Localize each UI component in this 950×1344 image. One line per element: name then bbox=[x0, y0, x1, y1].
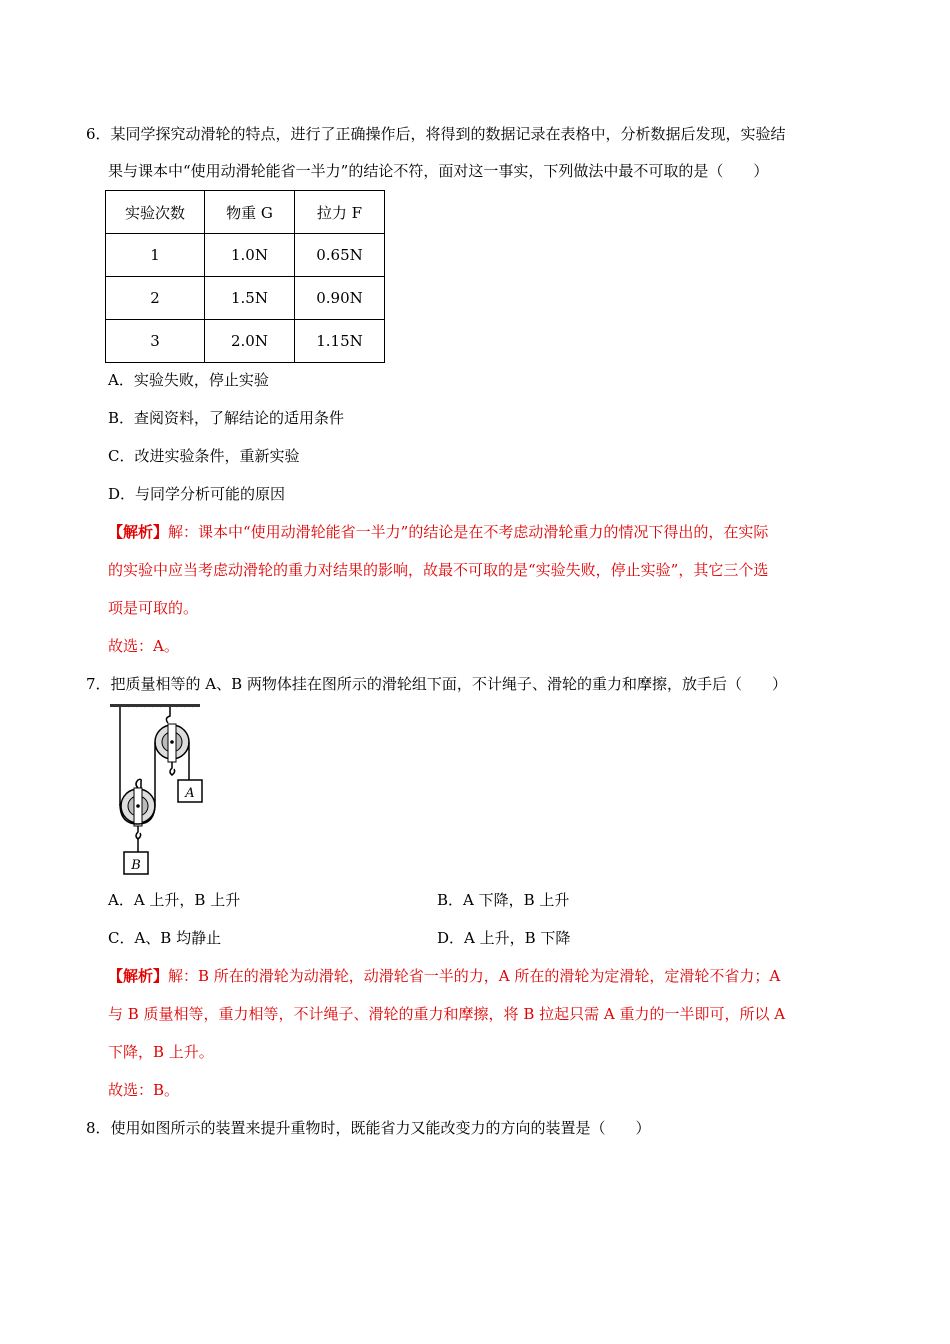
table-cell: 2 bbox=[106, 277, 205, 320]
analysis-text: 解：课本中“使用动滑轮能省一半力”的结论是在不考虑动滑轮重力的情况下得出的，在实际 bbox=[168, 523, 769, 541]
analysis-text: 解：B 所在的滑轮为动滑轮，动滑轮省一半的力，A 所在的滑轮为定滑轮，定滑轮不省力；A bbox=[168, 967, 781, 985]
block-b-label: B bbox=[131, 858, 141, 873]
q6-analysis-line3: 项是可取的。 bbox=[108, 599, 199, 617]
table-header-cell: 实验次数 bbox=[106, 191, 205, 234]
q6-data-table bbox=[105, 190, 385, 363]
q6-option-d: D．与同学分析可能的原因 bbox=[108, 485, 286, 503]
q6-stem-line2: 果与课本中“使用动滑轮能省一半力”的结论不符，面对这一事实，下列做法中最不可取的是（ ） bbox=[108, 162, 769, 180]
q7-option-d: D．A 上升，B 下降 bbox=[437, 929, 571, 947]
q6-answer: 故选：A。 bbox=[108, 637, 179, 655]
table-header-cell: 物重 G bbox=[205, 191, 295, 234]
q7-option-b: B．A 下降，B 上升 bbox=[437, 891, 570, 909]
table-cell: 1.15N bbox=[295, 320, 385, 363]
table-cell: 2.0N bbox=[205, 320, 295, 363]
table-row bbox=[106, 320, 385, 363]
table-row bbox=[106, 234, 385, 277]
table-header-cell: 拉力 F bbox=[295, 191, 385, 234]
q6-option-a: A．实验失败，停止实验 bbox=[108, 371, 269, 389]
table-header-row bbox=[106, 191, 385, 234]
table-cell: 0.90N bbox=[295, 277, 385, 320]
table-cell: 1 bbox=[106, 234, 205, 277]
table-row bbox=[106, 277, 385, 320]
q7-stem: 7．把质量相等的 A、B 两物体挂在图所示的滑轮组下面，不计绳子、滑轮的重力和摩擦，放手后（ ） bbox=[86, 675, 787, 693]
table-cell: 1.0N bbox=[205, 234, 295, 277]
q6-analysis-line2: 的实验中应当考虑动滑轮的重力对结果的影响，故最不可取的是“实验失败，停止实验”，其它三个选 bbox=[108, 561, 769, 579]
q8-stem: 8．使用如图所示的装置来提升重物时，既能省力又能改变力的方向的装置是（ ） bbox=[86, 1119, 651, 1137]
q7-analysis-line3: 下降，B 上升。 bbox=[108, 1043, 214, 1061]
q7-answer: 故选：B。 bbox=[108, 1081, 180, 1099]
q7-analysis-line2: 与 B 质量相等，重力相等，不计绳子、滑轮的重力和摩擦，将 B 拉起只需 A 重力的一半即可，所以 A bbox=[108, 1005, 786, 1023]
q6-stem-line1: 6．某同学探究动滑轮的特点，进行了正确操作后，将得到的数据记录在表格中，分析数据后发现，实验结 bbox=[86, 125, 786, 143]
q7-option-c: C．A、B 均静止 bbox=[108, 929, 222, 947]
table-cell: 0.65N bbox=[295, 234, 385, 277]
q7-option-a: A．A 上升，B 上升 bbox=[108, 891, 241, 909]
fixed-pulley-hook bbox=[166, 707, 170, 723]
block-a-label: A bbox=[185, 786, 195, 801]
q6-analysis-line1 bbox=[108, 522, 768, 542]
q7-analysis-line1 bbox=[108, 966, 780, 986]
q6-option-b: B．查阅资料，了解结论的适用条件 bbox=[108, 409, 345, 427]
q6-option-c: C．改进实验条件，重新实验 bbox=[108, 447, 300, 465]
table-cell: 1.5N bbox=[205, 277, 295, 320]
analysis-tag: 【解析】 bbox=[108, 523, 169, 541]
pulley-system-figure bbox=[108, 704, 208, 880]
analysis-tag: 【解析】 bbox=[108, 967, 169, 985]
table-cell: 3 bbox=[106, 320, 205, 363]
